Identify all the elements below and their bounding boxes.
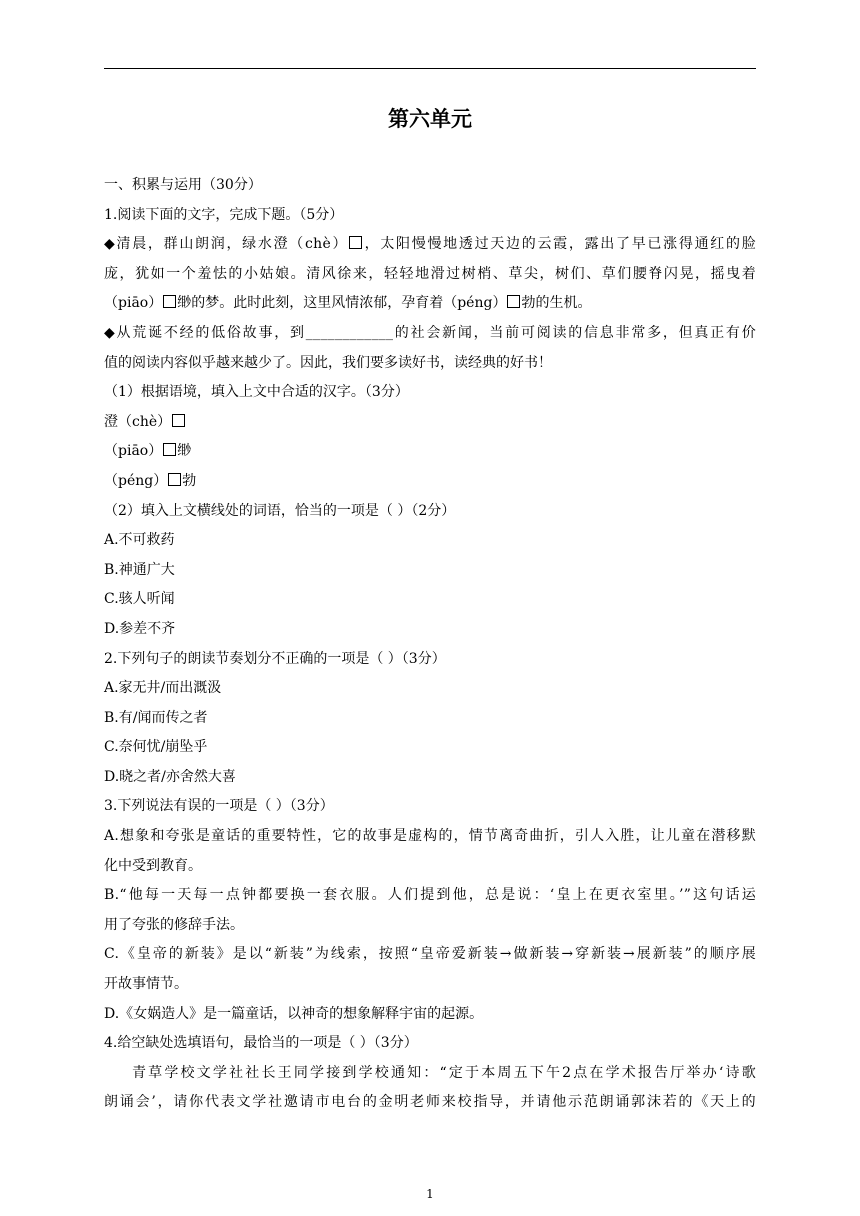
page-title: 第六单元 bbox=[388, 106, 472, 131]
document-body bbox=[104, 171, 756, 1118]
question-4-prompt: 4.给空缺处选填语句，最恰当的一项是（ ）（3分） bbox=[104, 1035, 418, 1052]
option: D.《女娲造人》是一篇童话，以神奇的想象解释宇宙的起源。 bbox=[104, 1005, 484, 1022]
blank-box bbox=[507, 295, 520, 308]
option-continuation: 用了夸张的修辞手法。 bbox=[104, 916, 244, 933]
passage-line: 青草学校文学社社长王同学接到学校通知：“定于本周五下午2点在学术报告厅举办‘诗歌 bbox=[132, 1064, 756, 1081]
option: B.“他每一天每一点钟都要换一套衣服。人们提到他，总是说：‘皇上在更衣室里。’”这句话运 bbox=[104, 887, 756, 904]
passage-line: ◆清晨，群山朗润，绿水澄（chè） ，太阳慢慢地透过天边的云霞，露出了早已涨得通红的脸 bbox=[104, 236, 757, 253]
option: A.家无井/而出溉汲 bbox=[104, 680, 222, 697]
passage-line: 值的阅读内容似乎越来越少了。因此，我们要多读好书，读经典的好书！ bbox=[104, 354, 552, 371]
blank-box bbox=[163, 443, 176, 456]
option: B.神通广大 bbox=[104, 561, 175, 578]
blank-box bbox=[349, 236, 362, 249]
option-continuation: 化中受到教育。 bbox=[104, 857, 202, 874]
answer-line: 澄（chè） bbox=[104, 408, 756, 438]
question-3-prompt: 3.下列说法有误的一项是（ ）（3分） bbox=[104, 798, 334, 815]
question-1-prompt: 1.阅读下面的文字，完成下题。（5分） bbox=[104, 206, 344, 223]
sub-question: （2）填入上文横线处的词语，恰当的一项是（ ）（2分） bbox=[104, 502, 456, 519]
question-2-prompt: 2.下列句子的朗读节奏划分不正确的一项是（ ）（3分） bbox=[104, 650, 446, 667]
option: A.想象和夸张是童话的重要特性，它的故事是虚构的，情节离奇曲折，引人入胜，让儿童在潜移默 bbox=[104, 828, 756, 845]
passage-line: 庞，犹如一个羞怯的小姑娘。清风徐来，轻轻地滑过树梢、草尖，树们、草们腰脊闪晃，摇曳着 bbox=[104, 265, 756, 282]
option: C.《皇帝的新装》是以“新装”为线索，按照“皇帝爱新装→做新装→穿新装→展新装”的顺序展 bbox=[104, 946, 756, 963]
option: C.奈何忧/崩坠乎 bbox=[104, 739, 208, 756]
header-rule bbox=[104, 68, 756, 69]
option: D.参差不齐 bbox=[104, 620, 176, 637]
blank-box bbox=[168, 473, 181, 486]
option: C.骇人听闻 bbox=[104, 591, 175, 608]
passage-line: 朗诵会’，请你代表文学社邀请市电台的金明老师来校指导，并请他示范朗诵郭沫若的《天上的 bbox=[104, 1094, 756, 1111]
passage-line: ◆从荒诞不经的低俗故事，到____________的社会新闻，当前可阅读的信息非常多，但真正有价 bbox=[104, 324, 756, 341]
option-continuation: 开故事情节。 bbox=[104, 976, 188, 993]
section-heading: 一、积累与运用（30分） bbox=[104, 177, 262, 193]
option: B.有/闻而传之者 bbox=[104, 709, 208, 726]
sub-question: （1）根据语境，填入上文中合适的汉字。（3分） bbox=[104, 384, 409, 401]
passage-line: （piāo） 缈的梦。此时此刻，这里风情浓郁，孕育着（péng） 勃的生机。 bbox=[104, 295, 592, 312]
blank-box bbox=[172, 414, 185, 427]
option: A.不可救药 bbox=[104, 532, 175, 549]
answer-line: （piāo） 缈 bbox=[104, 443, 192, 460]
page-number: 1 bbox=[426, 1187, 434, 1201]
answer-line: （péng） 勃 bbox=[104, 472, 197, 489]
option: D.晓之者/亦舍然大喜 bbox=[104, 768, 236, 785]
blank-box bbox=[163, 295, 176, 308]
